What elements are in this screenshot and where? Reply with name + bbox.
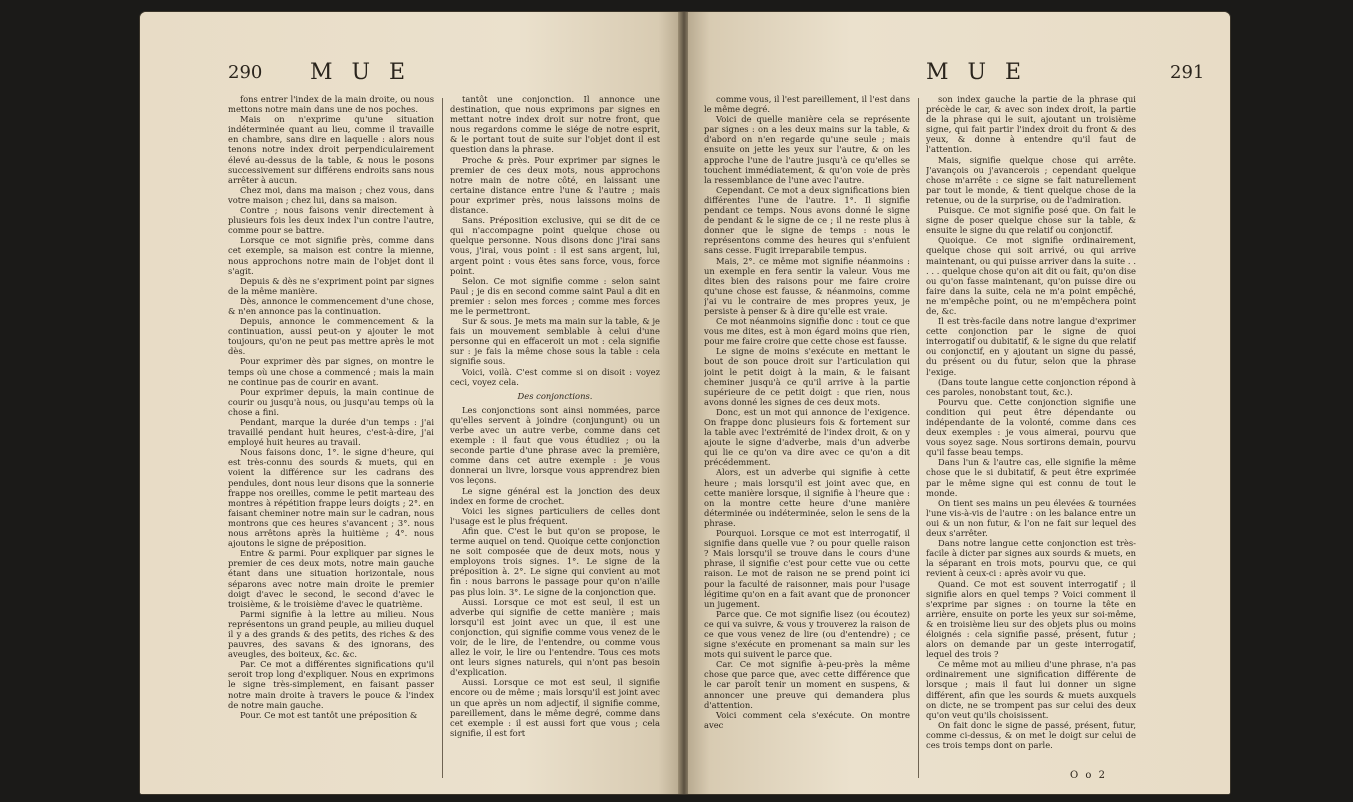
paragraph: Il est très-facile dans notre langue d'exprimer cette conjonction par le signe de quoi interrogatif ou dubitatif, & le signe du que relatif ou conjonctif, en y ajoutant un signe du passé, du présent ou du futur, selon que la phrase l'exige. xyxy=(926,316,1136,377)
paragraph: Depuis & dès ne s'expriment point par signes de la même manière. xyxy=(228,275,434,296)
paragraph: On tient ses mains un peu élevées & tournées l'une vis-à-vis de l'autre : on les balance entre un oui & un non futur, & l'on ne fait sur lequel des deux s'arrêter. xyxy=(926,497,1136,539)
paragraph: On fait donc le signe de passé, présent, futur, comme ci-dessus, & on met le doigt sur celui de ces trois temps dont on parle. xyxy=(926,719,1136,750)
left-page-number: 290 xyxy=(228,62,263,83)
left-page-column-2 xyxy=(450,94,660,784)
paragraph: Pourvu que. Cette conjonction signifie une condition qui peut être dépendante ou indépendante de la volonté, comme dans ces deux exemples : je vous aimerai, pourvu que vous soyez sage. Nous sortirons demain, pourvu qu'il fasse beau temps. xyxy=(926,396,1136,458)
left-page xyxy=(140,12,680,794)
paragraph: Cependant. Ce mot a deux significations bien différentes l'une de l'autre. 1°. Il signifie pendant ce temps. Nous avons donné le signe de pendant & le signe de ce ; il ne reste plus à donner que le signe de temps : nous le représentons comme des heures qui s'enfuient sans cesse. Fugit irreparabile tempus. xyxy=(704,184,910,256)
paragraph: Le signe de moins s'exécute en mettant le bout de son pouce droit sur l'articulation qui joint le petit doigt à la main, & le faisant cheminer jusqu'à ce qu'il arrive à la partie supérieure de ce petit doigt : que rien, nous avons donné les signes de ces deux mots. xyxy=(704,346,910,407)
right-page-column-2 xyxy=(926,94,1136,766)
paragraph: Voici de quelle manière cela se représente par signes : on a les deux mains sur la table, & d'abord on n'en regarde qu'une seule ; mais ensuite on jette les yeux sur l'autre, & on les approche l'une de l'autre jusqu'à ce qu'elles se touchent immédiatement, & qu'on voie de près la ressemblance de l'une avec l'autre. xyxy=(704,114,910,185)
right-page xyxy=(688,12,1230,794)
paragraph: Pour exprimer dès par signes, on montre le temps où une chose a commencé ; mais la main ne continue pas de courir en avant. xyxy=(228,356,434,387)
paragraph: comme vous, il l'est pareillement, il l'est dans le même degré. xyxy=(704,94,910,115)
paragraph: Sans. Préposition exclusive, qui se dit de ce qui n'accompagne point quelque chose ou quelque personne. Nous disons donc j'irai sans vous, j'irai, vous point : il est sans argent, lui, argent point : vous êtes sans force, vous, force point. xyxy=(450,215,660,276)
paragraph: Car. Ce mot signifie à-peu-près la même chose que parce que, avec cette différence que le car paroît tenir un moment en suspens, & annoncer une preuve qui demandera plus d'attention. xyxy=(704,659,910,710)
paragraph: Par. Ce mot a différentes significations qu'il seroit trop long d'expliquer. Nous en exprimons le signe très-simplement, en faisant passer notre main droite à travers le pouce & l'index de notre main gauche. xyxy=(228,659,434,710)
paragraph: Puisque. Ce mot signifie posé que. On fait le signe de poser quelque chose sur la table, & ensuite le signe du que relatif ou conjonctif. xyxy=(926,205,1136,236)
paragraph: Proche & près. Pour exprimer par signes le premier de ces deux mots, nous approchons notre main de notre côté, en laissant une certaine distance entre l'une & l'autre ; mais pour exprimer près, nous laissons moins de distance. xyxy=(450,154,660,216)
paragraph: Quand. Ce mot est souvent interrogatif ; il signifie alors en quel temps ? Voici comment il s'exprime par signes : on tourne la tête en arrière, ensuite on porte les yeux sur soi-même, & en troisième lieu sur des objets plus ou moins éloignés : cela signifie passé, présent, futur ; alors on demande par un geste interrogatif, lequel des trois ? xyxy=(926,578,1136,660)
paragraph: fons entrer l'index de la main droite, ou nous mettons notre main dans une de nos poches. xyxy=(228,94,434,115)
paragraph: tantôt une conjonction. Il annonce une destination, que nous exprimons par signes en mettant notre index droit sur notre front, que nous regardons comme le siége de notre esprit, & le portant tout de suite sur l'objet dont il est question dans la phrase. xyxy=(450,94,660,155)
paragraph: Des conjonctions. xyxy=(517,390,593,401)
paragraph: Parmi signifie à la lettre au milieu. Nous représentons un grand peuple, au milieu duquel il y a des grands & des petits, des riches & des pauvres, des savans & des ignorans, des aveugles, des boiteux, &c. &c. xyxy=(228,608,434,660)
paragraph: Ce mot néanmoins signifie donc : tout ce que vous me dites, est à mon égard moins que rien, pour me faire croire que cette chose est fausse. xyxy=(704,316,910,347)
right-running-head: M U E xyxy=(926,60,1028,85)
paragraph: son index gauche la partie de la phrase qui précède le car, & avec son index droit, la partie de la phrase qui le suit, ajoutant un troisième signe, qui fait partir l'index droit du front & des yeux, & donne à entendre qu'il faut de l'attention. xyxy=(926,94,1136,155)
paragraph: Mais, signifie quelque chose qui arrête. J'avançois ou j'avancerois ; cependant quelque chose m'arrête : ce signe se fait naturellement par tout le monde, & tient quelque chose de la retenue, ou de la surprise, ou de l'admiration. xyxy=(926,154,1136,205)
paragraph: Lorsque ce mot signifie près, comme dans cet exemple, sa maison est contre la mienne, nous approchons notre main de l'objet dont il s'agit. xyxy=(228,235,434,276)
paragraph: Pourquoi. Lorsque ce mot est interrogatif, il signifie dans quelle vue ? ou pour quelle raison ? Mais lorsqu'il se trouve dans le cours d'une phrase, il signifie c'est pour cette vue ou cette raison. Le mot de raison ne se prend point ici pour la faculté de raisonner, mais pour l'usage légitime qu'on en a fait avant que de prononcer un jugement. xyxy=(704,528,910,609)
paragraph: Voici comment cela s'exécute. On montre avec xyxy=(704,709,910,730)
paragraph: Pendant, marque la durée d'un temps : j'ai travaillé pendant huit heures, c'est-à-dire, j'ai employé huit heures au travail. xyxy=(228,417,434,448)
paragraph: Pour. Ce mot est tantôt une préposition & xyxy=(240,709,418,720)
paragraph: Parce que. Ce mot signifie lisez (ou écoutez) ce qui va suivre, & vous y trouverez la raison de ce que vous venez de lire (ou d'entendre) ; ce signe s'exécute en promenant sa main sur les mots qui suivent le parce que. xyxy=(704,608,910,660)
paragraph: Mais, 2°. ce même mot signifie néanmoins : un exemple en fera sentir la valeur. Vous me dites bien des raisons pour me faire croire qu'une chose est fausse, & néanmoins, comme j'ai vu le contraire de mes propres yeux, je persiste à penser & à dire qu'elle est vraie. xyxy=(704,255,910,316)
paragraph: Voici les signes particuliers de celles dont l'usage est le plus fréquent. xyxy=(450,505,660,526)
paragraph: Voici, voilà. C'est comme si on disoit : voyez ceci, voyez cela. xyxy=(450,366,660,387)
paragraph: Donc, est un mot qui annonce de l'exigence. On frappe donc plusieurs fois & fortement sur la table avec l'extrémité de l'index droit, & on y ajoute le signe d'adverbe, mais d'un adverbe qui lie ce qu'on va dire avec ce qu'on a dit précédemment. xyxy=(704,406,910,468)
right-page-column-1 xyxy=(704,94,910,784)
paragraph: Pour exprimer depuis, la main continue de courir ou jusqu'à nous, ou jusqu'au temps où la chose a fini. xyxy=(228,386,434,417)
paragraph: Dans l'un & l'autre cas, elle signifie la même chose que le si dubitatif, & peut être exprimée par le même signe qui est connu de tout le monde. xyxy=(926,457,1136,498)
paragraph: Le signe général est la jonction des deux index en forme de crochet. xyxy=(450,485,660,506)
paragraph: Contre ; nous faisons venir directement à plusieurs fois les deux index l'un contre l'autre, comme pour se battre. xyxy=(228,205,434,236)
book-spread xyxy=(140,12,1230,794)
paragraph: Alors, est un adverbe qui signifie à cette heure ; mais lorsqu'il est joint avec que, en cette manière lorsque, il signifie à l'heure que : on la montre cette heure d'une manière déterminée ou indéterminée, selon le sens de la phrase. xyxy=(704,467,910,528)
paragraph: Entre & parmi. Pour expliquer par signes le premier de ces deux mots, notre main gauche étant dans une situation horizontale, nous séparons avec notre main droite le premier doigt d'avec le second, le second d'avec le troisième, & le troisième d'avec le quatrième. xyxy=(228,548,434,609)
paragraph: Chez moi, dans ma maison ; chez vous, dans votre maison ; chez lui, dans sa maison. xyxy=(228,184,434,205)
right-column-rule xyxy=(918,98,919,778)
paragraph: Depuis, annonce le commencement & la continuation, aussi peut-on y ajouter le mot toujours, qu'on ne peut pas mettre après le mot dès. xyxy=(228,316,434,357)
left-column-rule xyxy=(442,98,443,778)
left-page-column-1 xyxy=(228,94,434,784)
paragraph: Dans notre langue cette conjonction est très-facile à dicter par signes aux sourds & muets, en la séparant en trois mots, pourvu que, ce qui revient à ceux-ci : après avoir vu que. xyxy=(926,538,1136,579)
paragraph: Selon. Ce mot signifie comme : selon saint Paul ; je dis en second comme saint Paul a dit en premier : selon mes forces ; comme mes forces me le permettront. xyxy=(450,275,660,316)
signature-mark: O o 2 xyxy=(1070,770,1107,781)
paragraph: Mais on n'exprime qu'une situation indéterminée quant au lieu, comme il travaille en chambre, sans dire en laquelle : alors nous tenons notre index droit perpendiculairement élevé au-dessus de la table, & nous le posons successivement sur différens endroits sans nous arrêter à aucun. xyxy=(228,114,434,185)
paragraph: Dès, annonce le commencement d'une chose, & n'en annonce pas la continuation. xyxy=(228,295,434,316)
paragraph: Sur & sous. Je mets ma main sur la table, & je fais un mouvement semblable à celui d'une personne qui en effaceroit un mot : cela signifie sur : je fais la même chose sous la table : cela signifie sous. xyxy=(450,316,660,367)
paragraph: Afin que. C'est le but qu'on se propose, le terme auquel on tend. Quoique cette conjonction ne soit composée que de deux mots, nous y employons trois signes. 1°. Le signe de la préposition à. 2°. Le signe qui convient au mot fin : nous barrons le passage pour qu'on n'aille pas plus loin. 3°. Le signe de la conjonction que. xyxy=(450,525,660,597)
paragraph: (Dans toute langue cette conjonction répond à ces paroles, nonobstant tout, &c.). xyxy=(926,376,1136,397)
paragraph: Quoique. Ce mot signifie ordinairement, quelque chose qui soit arrivé, ou qui arrive maintenant, ou qui puisse arriver dans la suite . . . . . quelque chose qu'on ait dit ou fait, qu'on dise ou qu'on fasse maintenant, qu'on puisse dire ou faire dans la suite, cela ne m'a point empêché, ne m'empêche point, ou ne m'empêchera point de, &c. xyxy=(926,235,1136,316)
left-running-head: M U E xyxy=(310,60,412,85)
paragraph: Ce même mot au milieu d'une phrase, n'a pas ordinairement une signification différente de lorsque ; mais il faut lui donner un signe différent, afin que les sourds & muets auxquels on dicte, ne se trompent pas sur celui des deux qu'on veut qu'ils choisissent. xyxy=(926,659,1136,720)
paragraph: Les conjonctions sont ainsi nommées, parce qu'elles servent à joindre (conjungunt) ou un verbe avec un autre verbe, comme dans cet exemple : il faut que vous étudiiez ; ou la seconde partie d'une phrase avec la première, comme dans cet autre exemple : je vous donnerai un livre, lorsque vous apprendrez bien vos leçons. xyxy=(450,404,660,486)
paragraph: Nous faisons donc, 1°. le signe d'heure, qui est très-connu des sourds & muets, qui en voient la différence sur les cadrans des pendules, dont nous leur disons que la sonnerie frappe nos oreilles, comme le petit marteau des montres à répétition frappe leurs doigts ; 2°. en faisant cheminer notre main sur le cadran, nous montrons que ces heures s'avancent ; 3°. nous nous arrêtons après la huitième ; 4°. nous ajoutons le signe de préposition. xyxy=(228,447,434,549)
right-page-number: 291 xyxy=(1170,62,1205,83)
paragraph: Aussi. Lorsque ce mot est seul, il signifie encore ou de même ; mais lorsqu'il est joint avec un que après un nom adjectif, il signifie comme, pareillement, dans le même degré, comme dans cet exemple : il est aussi fort que vous ; cela signifie, il est fort xyxy=(450,677,660,738)
paragraph: Aussi. Lorsque ce mot est seul, il est un adverbe qui signifie de cette manière ; mais lorsqu'il est joint avec un que, il est une conjonction, qui signifie comme vous venez de le voir, de le lire, de l'entendre, ou comme vous allez le voir, le lire ou l'entendre. Tous ces mots ont leurs signes naturels, qui n'ont pas besoin d'explication. xyxy=(450,596,660,678)
